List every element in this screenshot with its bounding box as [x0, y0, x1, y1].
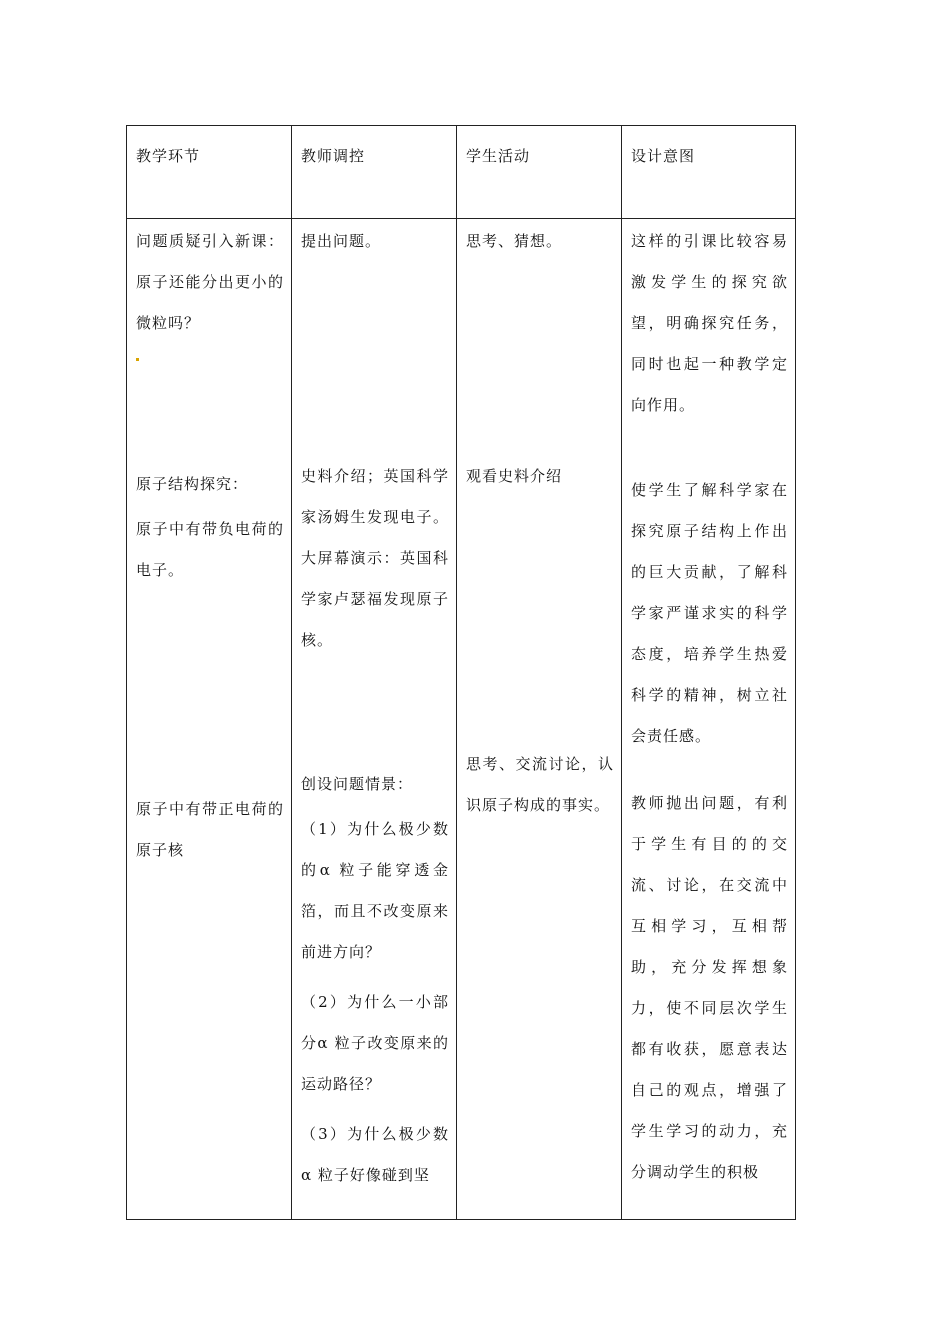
cell-student-activity — [457, 219, 622, 1220]
ask-question: 提出问题。 — [301, 232, 382, 250]
table-row — [127, 219, 796, 1220]
intent-intro: 这样的引课比较容易激发学生的探究欲望，明确探究任务，同时也起一种教学定向作用。 — [631, 232, 788, 414]
watch-history: 观看史料介绍 — [466, 467, 563, 485]
cell-teaching-stage — [127, 219, 292, 1220]
cell-teacher-control — [292, 219, 457, 1220]
think-guess: 思考、猜想。 — [466, 232, 563, 250]
question-3: （3）为什么极少数α 粒子好像碰到坚 — [301, 1125, 449, 1184]
question-1: （1）为什么极少数的α 粒子能穿透金箔，而且不改变原来前进方向？ — [301, 820, 449, 961]
lesson-plan-table — [126, 125, 796, 1220]
header-design-intent: 设计意图 — [622, 126, 796, 219]
scenario-title: 创设问题情景： — [301, 775, 414, 793]
cell-design-intent — [622, 219, 796, 1220]
table-header-row — [127, 126, 796, 219]
header-teacher-control: 教师调控 — [292, 126, 457, 219]
intent-discussion: 教师抛出问题，有利于学生有目的的交流、讨论，在交流中互相学习，互相帮助，充分发挥想象力，使不同层次学生都有收获，愿意表达自己的观点，增强了学生学习的动力，充分调动学生的积极 — [631, 794, 788, 1181]
structure-title: 原子结构探究： — [136, 475, 249, 493]
intent-history: 使学生了解科学家在探究原子结构上作出的巨大贡献，了解科学家严谨求实的科学态度，培养学生热爱科学的精神，树立社会责任感。 — [631, 481, 788, 745]
electron-text: 原子中有带负电荷的电子。 — [136, 520, 284, 579]
history-intro: 史料介绍；英国科学家汤姆生发现电子。大屏幕演示：英国科学家卢瑟福发现原子核。 — [301, 467, 449, 649]
question-2: （2）为什么一小部分α 粒子改变原来的运动路径？ — [301, 993, 449, 1093]
header-student-activity: 学生活动 — [457, 126, 622, 219]
marker-dot — [136, 344, 284, 368]
nucleus-text: 原子中有带正电荷的原子核 — [136, 800, 284, 859]
discuss-text: 思考、交流讨论，认识原子构成的事实。 — [466, 755, 614, 814]
header-teaching-stage: 教学环节 — [127, 126, 292, 219]
intro-question: 问题质疑引入新课：原子还能分出更小的微粒吗？ — [136, 232, 284, 332]
